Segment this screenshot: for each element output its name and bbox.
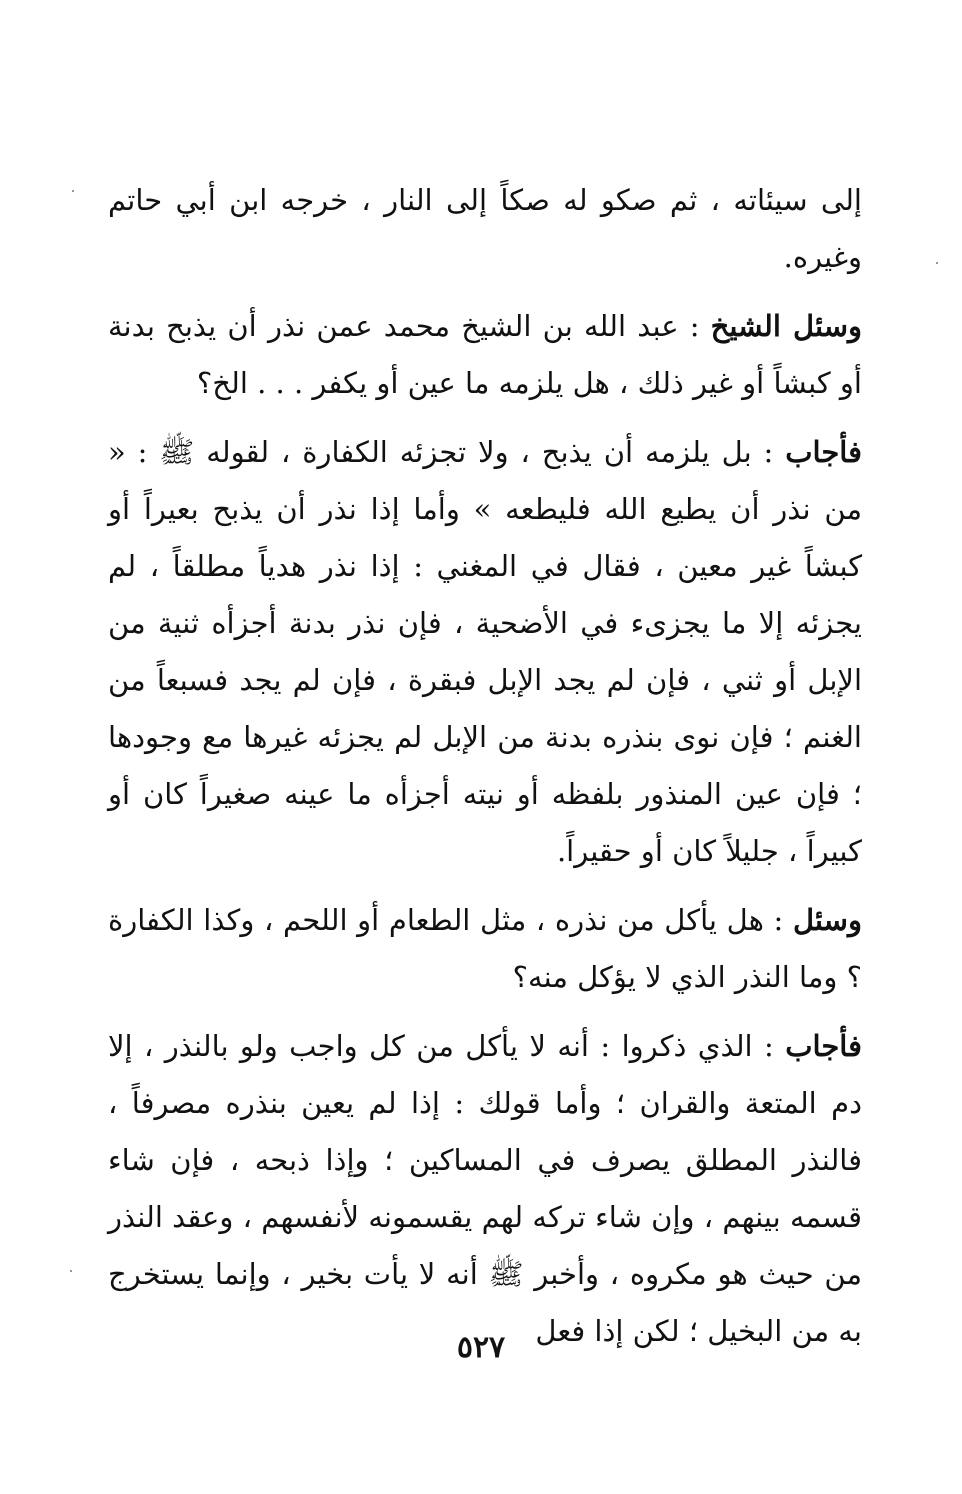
paragraph-3-lead: فأجاب [785, 435, 862, 469]
paragraph-4 [108, 892, 862, 1006]
paragraph-4-text: : هل يأكل من نذره ، مثل الطعام أو اللحم ، وكذا الكفارة ؟ وما النذر الذي لا يؤكل منه؟ [108, 903, 862, 994]
paragraph-5-text: : الذي ذكروا : أنه لا يأكل من كل واجب ولو بالنذر ، إلا دم المتعة والقران ؛ وأما قولك : إذا لم يعين بنذره مصرفاً ، فالنذر المطلق يصرف في المساكين ؛ وإذا ذبحه ، فإن شاء قسمه بينهم ، وإن شاء تركه لهم يقسمونه لأنفسهم ، وعقد النذر من حيث هو مكروه ، وأخبر ﷺ أنه لا يأت بخير ، وإنما يستخرج به من البخيل ؛ لكن إذا فعل [108, 1029, 862, 1348]
paragraph-1-text: إلى سيئاته ، ثم صكو له صكاً إلى النار ، خرجه ابن أبي حاتم وغيره. [108, 183, 862, 274]
paragraph-3-text: : بل يلزمه أن يذبح ، ولا تجزئه الكفارة ، لقوله ﷺ : « من نذر أن يطيع الله فليطعه » وأما إذا نذر أن يذبح بعيراً أو كبشاً غير معين ، فقال في المغني : إذا نذر هدياً مطلقاً ، لم يجزئه إلا ما يجزىء في الأضحية ، فإن نذر بدنة أجزأه ثنية من الإبل أو ثني ، فإن لم يجد الإبل فبقرة ، فإن لم يجد فسبعاً من الغنم ؛ فإن نوى بنذره بدنة من الإبل لم يجزئه غيرها مع وجودها ؛ فإن عين المنذور بلفظه أو نيته أجزأه ما عينه صغيراً كان أو كبيراً ، جليلاً كان أو حقيراً. [108, 435, 862, 868]
paragraph-4-lead: وسئل [792, 903, 862, 937]
body-text [108, 172, 862, 1372]
paragraph-5-lead: فأجاب [785, 1029, 862, 1063]
paragraph-1 [108, 172, 862, 286]
paragraph-2-lead: وسئل الشيخ [710, 309, 862, 343]
paragraph-2-text: : عبد الله بن الشيخ محمد عمن نذر أن يذبح بدنة أو كبشاً أو غير ذلك ، هل يلزمه ما عين أو يكفر . . . الخ؟ [108, 309, 862, 400]
paragraph-5 [108, 1018, 862, 1360]
scan-speck [72, 190, 74, 192]
paragraph-2 [108, 298, 862, 412]
page-number: ٥٢٧ [456, 1330, 506, 1365]
paragraph-3 [108, 424, 862, 880]
scan-speck [936, 262, 938, 264]
scan-speck [70, 1270, 72, 1272]
